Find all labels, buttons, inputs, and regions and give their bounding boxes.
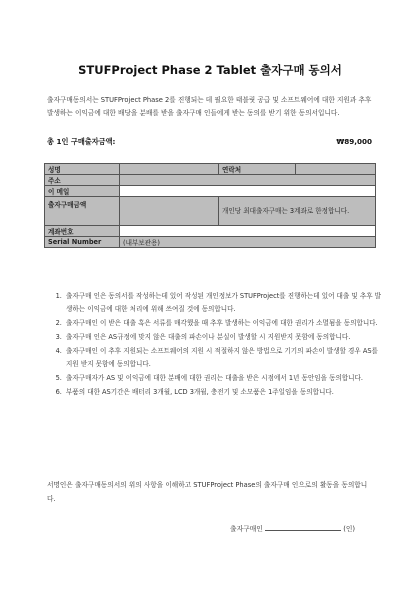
- form-row-name: [45, 164, 376, 175]
- amount-row: [47, 137, 372, 149]
- amount-value: ₩89,000: [336, 137, 372, 146]
- email-field[interactable]: [120, 186, 376, 197]
- list-item: 4. 출자구매인 이 추후 지원되는 소프트웨어의 지원 시 적절하지 않은 방법으로 기기의 파손이 발생할 경우 AS를 지원 받지 못함에 동의합니다.: [64, 345, 384, 371]
- email-label: 이 메일: [45, 186, 120, 197]
- investment-field[interactable]: [120, 197, 219, 226]
- form-row-account: [45, 226, 376, 237]
- investment-note: 개인당 최대출자구매는 3계좌로 한정합니다.: [219, 197, 376, 226]
- serial-value: (내부보관용): [120, 237, 376, 248]
- account-field[interactable]: [120, 226, 376, 237]
- list-item: 5. 출자구매자가 AS 및 이익금에 대한 분배에 대한 권리는 대출을 받은 시점에서 1년 동안임을 동의합니다.: [64, 372, 384, 385]
- terms-list: [50, 290, 384, 400]
- contact-label: 연락처: [219, 164, 296, 175]
- intro-paragraph: 출자구매동의서는 STUFProject Phase 2를 진행되는 데 필요한 태블릿 공급 및 소프트웨어에 대한 지원과 추후 발생하는 이익금에 대한 배당을 분배를 받을 출자구매 인들에게 받는 동의를 받기 위한 동의서입니다.: [47, 96, 372, 117]
- address-label: 주소: [45, 175, 120, 186]
- signature-label: 출자구매인: [230, 525, 263, 533]
- closing-paragraph: 서명인은 출자구매동의서의 위의 사항을 이해하고 STUFProject Phase의 출자구매 인으로의 활동을 동의합니다.: [47, 481, 368, 503]
- investment-label: 출자구매금액: [45, 197, 120, 226]
- form-row-email: [45, 186, 376, 197]
- document-title: STUFProject Phase 2 Tablet 출자구매 동의서: [78, 63, 342, 77]
- list-item: 1. 출자구매 인은 동의서를 작성하는데 있어 작성된 개인정보가 STUFProject를 진행하는데 있어 대출 및 추후 발생하는 이익금에 대한 처리에 위해 쓰여질 것에 동의합니다.: [64, 290, 384, 316]
- address-field[interactable]: [120, 175, 376, 186]
- form-row-serial: [45, 237, 376, 248]
- contact-field[interactable]: [296, 164, 376, 175]
- list-item: 2. 출자구매인 이 받은 대출 혹은 서류를 매각했을 때 추후 발생하는 이익금에 대한 권리가 소멸됨을 동의합니다.: [64, 317, 384, 330]
- signature-line: [230, 523, 355, 533]
- list-item: 3. 출자구매 인은 AS규정에 맞지 않은 대출의 파손이나 분실이 발생할 시 지원받지 못함에 동의합니다.: [64, 331, 384, 344]
- form-row-address: [45, 175, 376, 186]
- form-row-investment: [45, 197, 376, 226]
- signature-field[interactable]: [265, 523, 341, 531]
- list-item: 6. 부품의 대한 AS기간은 배터리 3개월, LCD 3개월, 충전기 및 소모품은 1주일임을 동의합니다.: [64, 386, 384, 399]
- signature-suffix: (인): [343, 525, 356, 533]
- name-field[interactable]: [120, 164, 219, 175]
- name-label: 성명: [45, 164, 120, 175]
- account-label: 계좌번호: [45, 226, 120, 237]
- serial-label: Serial Number: [45, 237, 120, 248]
- amount-label: 총 1인 구매출자금액:: [47, 137, 116, 146]
- application-form: [44, 163, 376, 248]
